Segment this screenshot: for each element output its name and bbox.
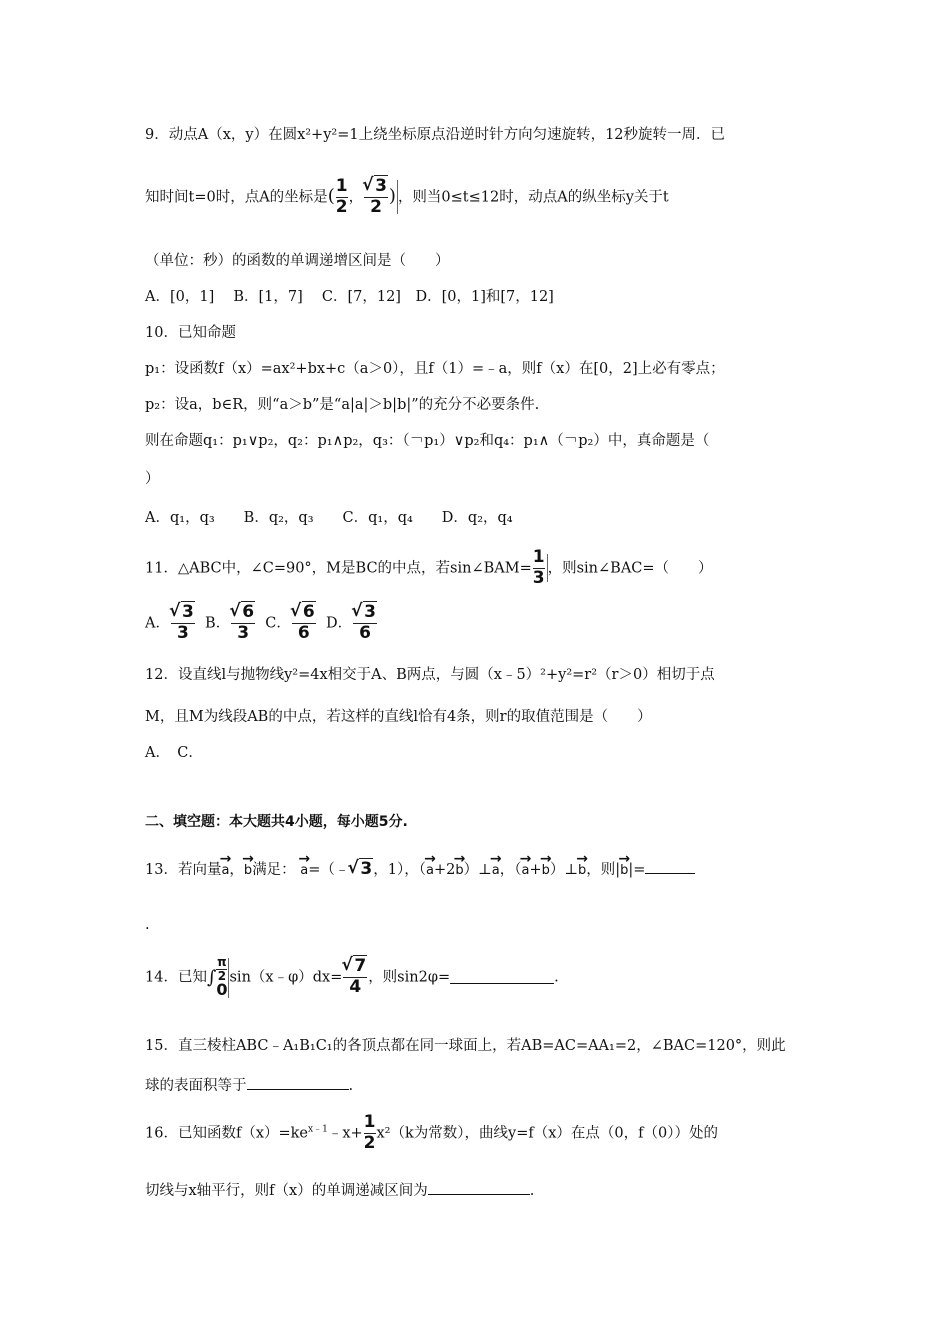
vector-a: → a [426, 855, 434, 877]
q11-option-b-frac: √ $\frac{6}{3}$ [231, 604, 255, 643]
section-fill-in-title: 二、填空题：本大题共4小题，每小题5分. [145, 814, 408, 830]
vector-a: → a [492, 855, 500, 877]
q11-stem [145, 549, 713, 588]
q14-frac-sqrt7-over-4: √ $\frac{7}{4}$ [343, 958, 367, 997]
vector-b: → b [542, 855, 550, 877]
q14-integrand: sin（x﹣φ）dx= [229, 969, 343, 986]
q9-options: A．[0，1] B．[1，7] C．[7，12] D．[0，1]和[7，12] [145, 289, 554, 305]
q13-text-perp1: ）⊥ [463, 862, 492, 878]
q15-line2 [145, 1077, 353, 1094]
q13-text-eq: =（﹣ [308, 862, 350, 878]
q10-line4: ） [145, 471, 160, 487]
vector-a: → a [300, 855, 308, 877]
q16-text-end: x²（k为常数），曲线y=f（x）在点（0，f（0））处的 [376, 1125, 718, 1142]
q16-answer-blank[interactable] [428, 1182, 530, 1195]
q16-text-start: 16．已知函数f（x）=ke [145, 1125, 309, 1142]
q10-p2: p₂：设a，b∈R，则“a＞b”是“a|a|＞b|b|”的充分不必要条件. [145, 397, 540, 413]
q13-stem: 13．若向量→ a，→ b满足： → a=（﹣√ 3，1），（→ a+2→ b）⊥→ a，（→ a+→ b）⊥→ b，则|→ b|= [145, 855, 695, 878]
q9-frac-sqrt3-over-2: √ $\frac{3}{2}$ [364, 178, 388, 217]
vector-a: → a [521, 855, 529, 877]
q14-answer-blank[interactable] [450, 971, 554, 984]
q13-period: . [145, 917, 150, 933]
q11-stem-start: 11．△ABC中，∠C=90°，M是BC的中点，若sin∠BAM= [145, 560, 532, 577]
vector-b: → b [578, 855, 586, 877]
q13-text-comma2: ，（ [499, 862, 522, 878]
q16-exponent: x﹣1 [308, 1124, 328, 1135]
vector-b: → b [455, 855, 463, 877]
q12-options: A． C． [145, 745, 203, 761]
q16-line2 [145, 1182, 534, 1199]
q13-text-abs-eq: |= [628, 862, 646, 878]
q13-text-satisfy: 满足： [252, 862, 296, 878]
q11-options [145, 604, 378, 643]
q11-stem-end: ，则sin∠BAC=（ ） [547, 560, 713, 577]
q14-text-then: ，则sin2φ= [368, 969, 451, 986]
q13-answer-blank[interactable] [645, 861, 695, 874]
q10-options: A．q₁，q₃ B．q₂，q₃ C．q₁，q₄ D．q₂，q₄ [145, 510, 513, 526]
q16-text-minus-x: ﹣x+ [327, 1125, 363, 1142]
q11-option-d-frac: √ $\frac{3}{6}$ [353, 604, 377, 643]
q16-line1 [145, 1114, 718, 1153]
q13-sqrt: √ 3 [349, 861, 373, 878]
q11-option-c-label: C． [265, 615, 291, 632]
vector-b: → b [620, 855, 628, 877]
q15-answer-blank[interactable] [247, 1077, 349, 1090]
q11-frac-third: $\frac{1}{3}$ [532, 547, 545, 588]
q15-line1: 15．直三棱柱ABC﹣A₁B₁C₁的各顶点都在同一球面上，若AB=AC=AA₁=2，∠BAC=120°，则此 [145, 1038, 786, 1054]
q16-frac-half: $\frac{1}{2}$ [363, 1112, 376, 1153]
q11-option-c-frac: √ $\frac{6}{6}$ [292, 604, 316, 643]
q13-text-comma1: ，1），（ [373, 862, 426, 878]
q12-line2: M，且M为线段AB的中点，若这样的直线l恰有4条，则r的取值范围是（ ） [145, 709, 652, 725]
q9-line2: 知时间t=0时，点A的坐标是( $\frac{1}{2}$ ， √ $\frac{3}{2}$ ) ，则当0≤t≤12时，动点A的纵坐标y关于t [145, 178, 669, 217]
q9-line3: （单位：秒）的函数的单调递增区间是（ ） [145, 253, 450, 269]
q10-title: 10．已知命题 [145, 325, 236, 341]
q11-option-a-label: A． [145, 615, 170, 632]
q14-text-start: 14．已知 [145, 969, 207, 986]
q9-line1: 9．动点A（x，y）在圆x²+y²=1上绕坐标原点沿逆时针方向匀速旋转，12秒旋转一周．已 [145, 127, 726, 143]
q14-period: . [554, 969, 559, 986]
q11-option-d-label: D． [325, 615, 353, 632]
vector-b: → b [244, 855, 252, 877]
q15-period: . [348, 1078, 354, 1094]
q12-line1: 12．设直线l与抛物线y²=4x相交于A、B两点，与圆（x﹣5）²+y²=r²（r＞0）相切于点 [145, 667, 715, 683]
q13-text-then: ，则| [586, 862, 621, 878]
vector-a: → a [221, 855, 229, 877]
q9-line2-end: ，则当0≤t≤12时，动点A的纵坐标y关于t [397, 189, 669, 206]
q16-line2-text: 切线与x轴平行，则f（x）的单调递减区间为 [145, 1183, 428, 1199]
q10-line3: 则在命题q₁：p₁∨p₂，q₂：p₁∧p₂，q₃：（￢p₁）∨p₂和q₄：p₁∧（￢p₂）中，真命题是（ [145, 433, 710, 449]
q14-limits: π 2 0 [216, 955, 228, 1000]
q9-line2-start: 知时间t=0时，点A的坐标是 [145, 189, 328, 206]
q9-frac-half: $\frac{1}{2}$ [335, 176, 348, 217]
q15-line2-text: 球的表面积等于 [145, 1078, 247, 1094]
q13-text-plus2: +2 [433, 862, 456, 878]
q13-text-plus: + [529, 862, 542, 878]
q13-text-start: 13．若向量 [145, 862, 222, 878]
q13-text-perp2: ）⊥ [549, 862, 578, 878]
q14-stem [145, 956, 559, 999]
q11-option-a-frac: √ $\frac{3}{3}$ [171, 604, 195, 643]
integral-sign: ∫ [206, 966, 217, 988]
q11-option-b-label: B． [205, 615, 231, 632]
q16-period: . [529, 1183, 535, 1199]
q10-p1: p₁：设函数f（x）=ax²+bx+c（a＞0），且f（1）=﹣a，则f（x）在[0，2]上必有零点； [145, 361, 725, 377]
